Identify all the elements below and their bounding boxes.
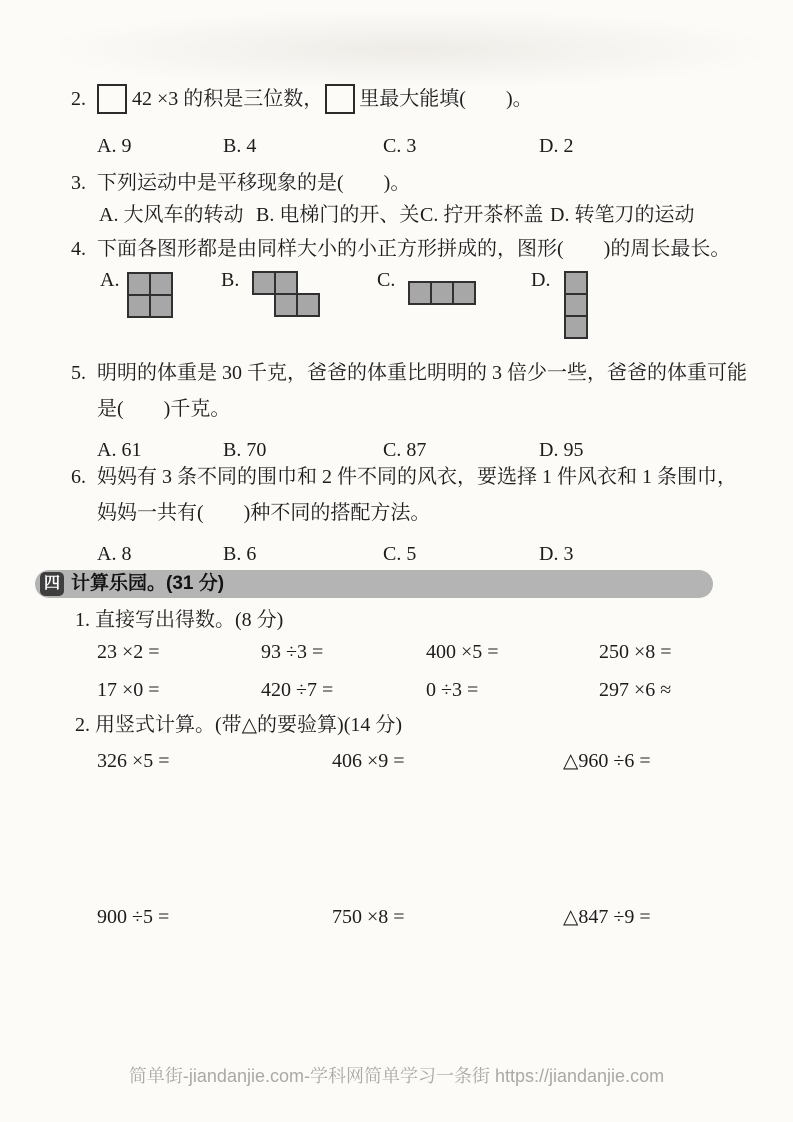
grid-square: [564, 293, 588, 317]
calc-problem: 250 ×8 =: [599, 641, 672, 663]
question-3: [71, 170, 410, 196]
calc-problem: △847 ÷9 =: [563, 906, 651, 928]
question-5-text1: 明明的体重是 30 千克，爸爸的体重比明明的 3 倍少一些，爸爸的体重可能: [97, 362, 747, 384]
calc-row-4: [0, 904, 793, 930]
question-6-text1: 妈妈有 3 条不同的围巾和 2 件不同的风衣，要选择 1 件风衣和 1 条围巾，: [97, 466, 737, 488]
option-d: D. 3: [539, 543, 574, 565]
question-4: [71, 236, 730, 262]
calc-problem: 23 ×2 =: [97, 641, 160, 663]
shape-option-label: A.: [100, 269, 120, 291]
question-3-text: 下列运动中是平移现象的是( )。: [97, 172, 411, 194]
question-2-text-1: 42 ×3 的积是三位数，: [132, 88, 324, 110]
part-1-title-text: 1. 直接写出得数。(8 分): [75, 609, 284, 631]
question-4-number: 4.: [71, 238, 86, 260]
grid-square: [274, 293, 298, 317]
section-4-number-badge: 四: [40, 572, 64, 596]
grid-square: [564, 271, 588, 295]
option-b: B. 4: [223, 135, 257, 157]
option-a: A. 8: [97, 543, 132, 565]
question-6-options: [0, 541, 793, 567]
question-6-line2: [97, 500, 430, 526]
grid-square: [252, 271, 276, 295]
answer-box: [325, 84, 355, 114]
shape-option-label: B.: [221, 269, 240, 291]
question-3-number: 3.: [71, 172, 86, 194]
calc-problem: 93 ÷3 =: [261, 641, 324, 663]
calc-problem: 17 ×0 =: [97, 679, 160, 701]
option-b: B. 70: [223, 439, 267, 461]
scan-artifact: [60, 12, 760, 87]
shape-option-label: C.: [377, 269, 396, 291]
option-d: D. 2: [539, 135, 574, 157]
option-c: C. 拧开茶杯盖: [420, 204, 544, 226]
shape-option-label: D.: [531, 269, 551, 291]
calc-problem: 406 ×9 =: [332, 750, 405, 772]
question-6-text2: 妈妈一共有( )种不同的搭配方法。: [97, 502, 431, 524]
option-d: D. 转笔刀的运动: [550, 204, 695, 226]
option-a: A. 61: [97, 439, 142, 461]
section-4-title: 计算乐园。(31 分): [71, 573, 225, 594]
question-5-options: [0, 437, 793, 463]
calc-problem: 420 ÷7 =: [261, 679, 334, 701]
calc-problem: 297 ×6 ≈: [599, 679, 672, 701]
question-5-line2: [97, 396, 230, 422]
grid-square: [127, 272, 151, 296]
question-5-number: 5.: [71, 362, 86, 384]
calc-row-1: [0, 639, 793, 665]
option-c: C. 87: [383, 439, 427, 461]
calc-problem: 900 ÷5 =: [97, 906, 170, 928]
part-2-title-text: 2. 用竖式计算。(带△的要验算)(14 分): [75, 714, 403, 736]
question-5-text2: 是( )千克。: [97, 398, 231, 420]
calc-row-3: [0, 748, 793, 774]
option-b: B. 6: [223, 543, 257, 565]
question-2-options: [0, 133, 793, 159]
question-3-options: [0, 202, 793, 228]
part-1-title: [75, 607, 283, 633]
question-5-line1: [71, 360, 747, 386]
question-6-number: 6.: [71, 466, 86, 488]
question-2-number: 2.: [71, 88, 86, 110]
question-2-text-2: 里最大能填( )。: [359, 88, 533, 110]
grid-square: [296, 293, 320, 317]
calc-problem: 0 ÷3 =: [426, 679, 479, 701]
option-a: A. 大风车的转动: [99, 204, 244, 226]
option-c: C. 3: [383, 135, 417, 157]
option-a: A. 9: [97, 135, 132, 157]
grid-square: [452, 281, 476, 305]
calc-problem: 750 ×8 =: [332, 906, 405, 928]
answer-box: [97, 84, 127, 114]
calc-row-2: [0, 677, 793, 703]
grid-square: [149, 272, 173, 296]
grid-square: [127, 294, 151, 318]
grid-square: [430, 281, 454, 305]
grid-square: [564, 315, 588, 339]
grid-square: [149, 294, 173, 318]
question-6-line1: [71, 464, 737, 490]
question-4-text: 下面各图形都是由同样大小的小正方形拼成的，图形( )的周长最长。: [97, 238, 731, 260]
option-b: B. 电梯门的开、关: [256, 204, 420, 226]
grid-square: [274, 271, 298, 295]
option-c: C. 5: [383, 543, 417, 565]
grid-square: [408, 281, 432, 305]
part-2-title: [75, 712, 402, 738]
calc-problem: 326 ×5 =: [97, 750, 170, 772]
option-d: D. 95: [539, 439, 584, 461]
footer-watermark: 简单街-jiandanjie.com-学科网简单学习一条街 https://jiandanjie.com: [128, 1066, 665, 1086]
question-2: [71, 84, 533, 114]
calc-problem: △960 ÷6 =: [563, 750, 651, 772]
section-4-header-bar: [35, 570, 713, 598]
calc-problem: 400 ×5 =: [426, 641, 499, 663]
